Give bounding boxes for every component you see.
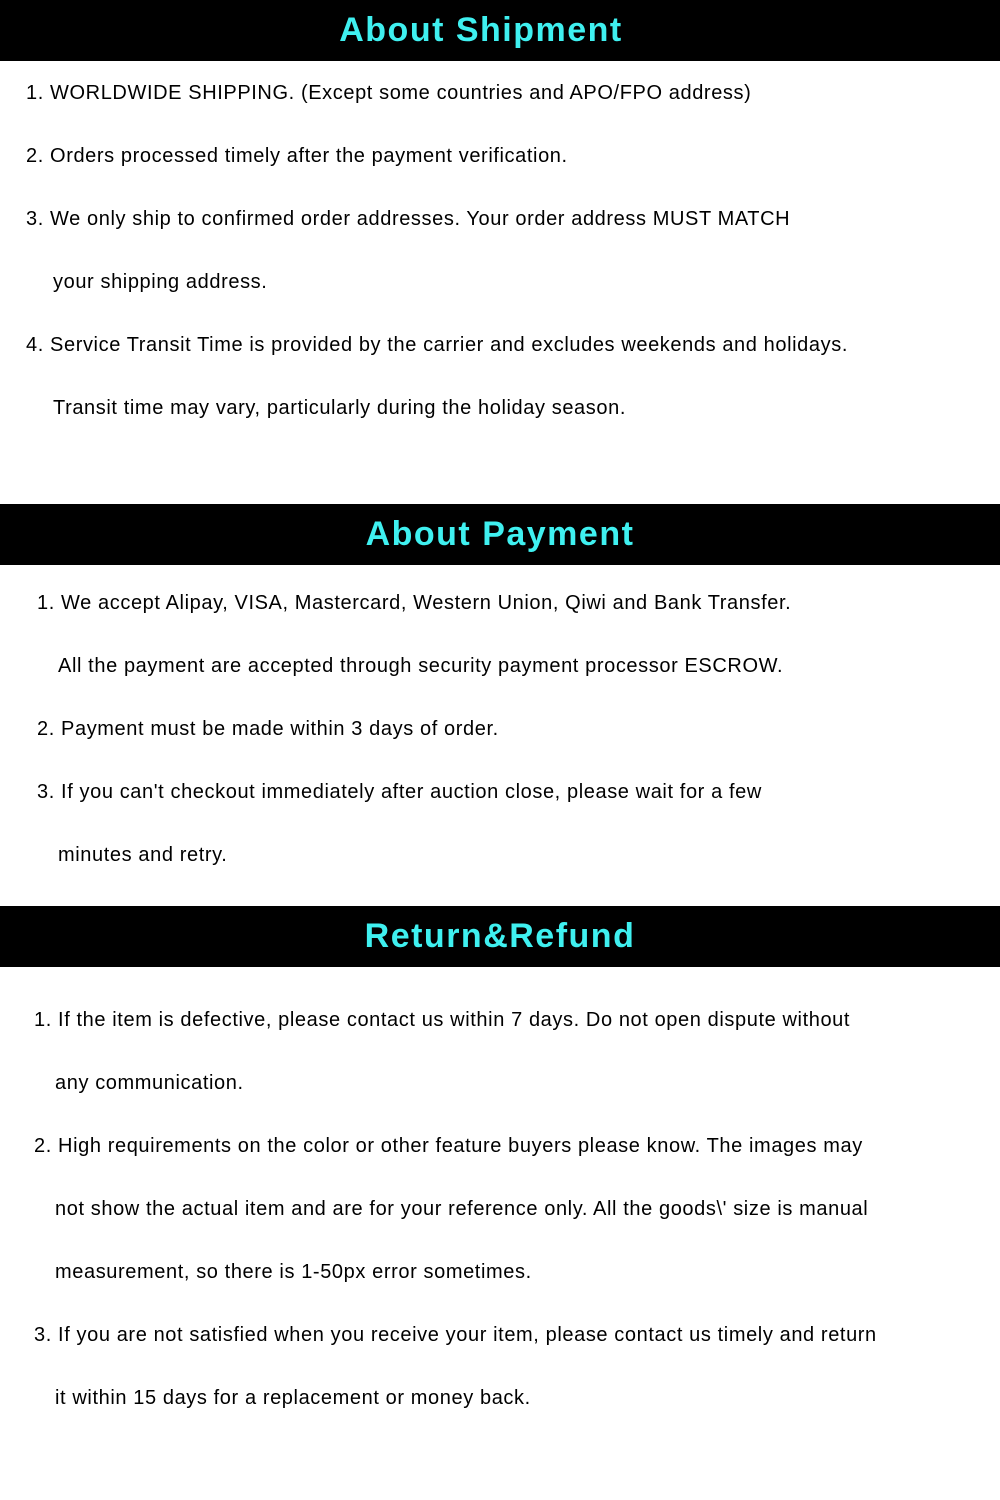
refund-line-3-cont: it within 15 days for a replacement or money back. <box>55 1387 531 1409</box>
refund-line-2: 2. High requirements on the color or other feature buyers please know. The images may <box>34 1135 863 1157</box>
shipment-line-1: 1. WORLDWIDE SHIPPING. (Except some countries and APO/FPO address) <box>26 82 752 104</box>
payment-line-1-cont: All the payment are accepted through security payment processor ESCROW. <box>58 655 784 677</box>
shipment-line-3-cont: your shipping address. <box>53 271 268 293</box>
payment-line-2: 2. Payment must be made within 3 days of order. <box>37 718 499 740</box>
payment-heading: About Payment <box>0 504 1000 565</box>
shipment-heading: About Shipment <box>0 0 962 61</box>
refund-heading: Return&Refund <box>0 906 1000 967</box>
shipment-line-2: 2. Orders processed timely after the payment verification. <box>26 145 568 167</box>
refund-line-2-cont-b: measurement, so there is 1-50px error sometimes. <box>55 1261 532 1283</box>
shipment-line-4: 4. Service Transit Time is provided by the carrier and excludes weekends and holidays. <box>26 334 848 356</box>
payment-line-1: 1. We accept Alipay, VISA, Mastercard, Western Union, Qiwi and Bank Transfer. <box>37 592 792 614</box>
payment-line-3-cont: minutes and retry. <box>58 844 228 866</box>
refund-line-1: 1. If the item is defective, please contact us within 7 days. Do not open dispute without <box>34 1009 851 1031</box>
refund-line-2-cont-a: not show the actual item and are for your reference only. All the goods\' size is manual <box>55 1198 869 1220</box>
refund-line-3: 3. If you are not satisfied when you receive your item, please contact us timely and return <box>34 1324 877 1346</box>
payment-line-3: 3. If you can't checkout immediately after auction close, please wait for a few <box>37 781 762 803</box>
shipment-line-3: 3. We only ship to confirmed order addresses. Your order address MUST MATCH <box>26 208 791 230</box>
refund-line-1-cont: any communication. <box>55 1072 244 1094</box>
shipment-line-4-cont: Transit time may vary, particularly during the holiday season. <box>53 397 626 419</box>
